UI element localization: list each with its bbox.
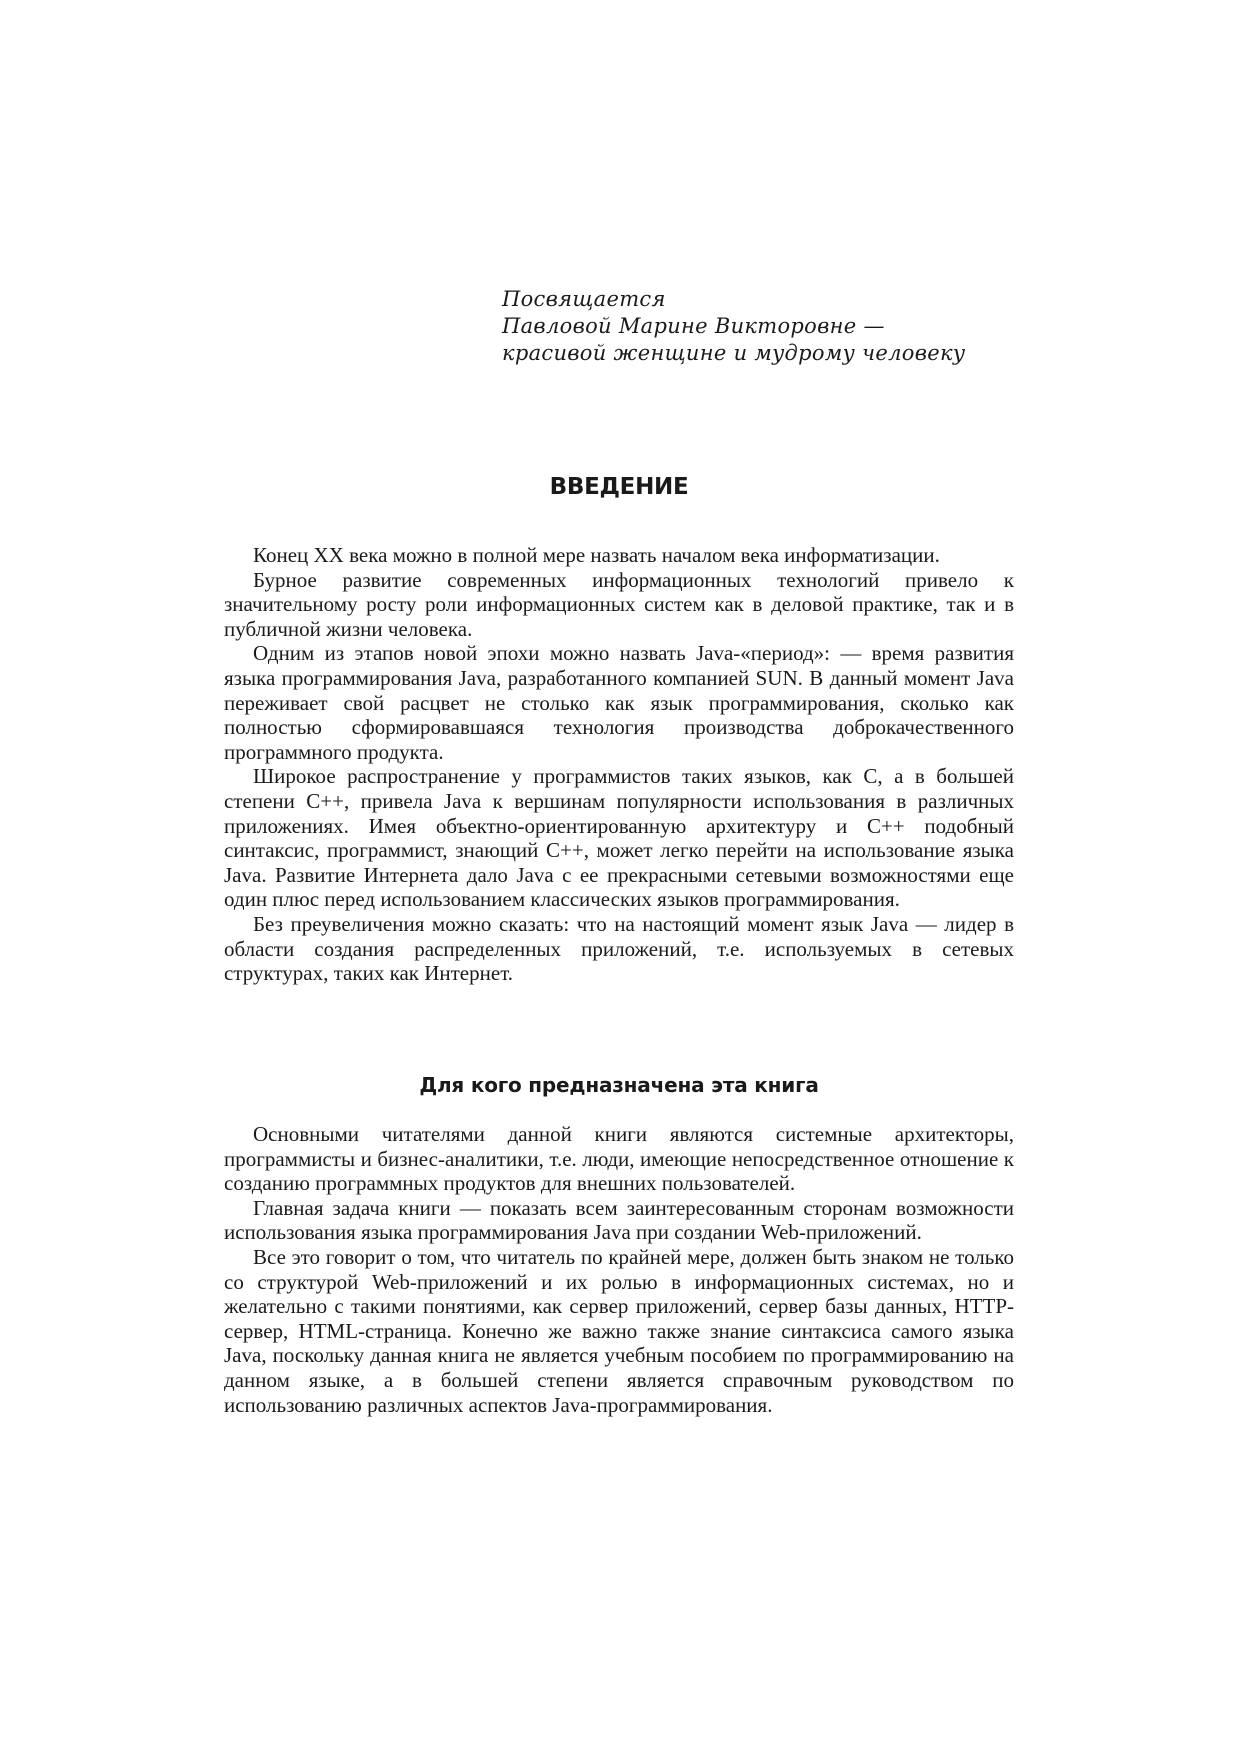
paragraph: Без преувеличения можно сказать: что на настоящий момент язык Java — лидер в области создания распределенных приложений, т.е. используемых в сетевых структурах, таких как Интернет. [224,911,1014,986]
paragraph: Все это говорит о том, что читатель по крайней мере, должен быть знаком не только со структурой Web-приложений и их ролью в информационных системах, но и желательно с такими понятиями, как сервер приложений, сервер базы данных, HTTP-сервер, HTML-страница. Конечно же важно также знание синтаксиса самого языка Java, поскольку данная книга не является учебным пособием по программированию на данном языке, а в большей степени является справочным руководством по использованию различных аспектов Java-программирования. [224,1244,1014,1417]
intro-section [224,543,1014,986]
paragraph: Широкое распространение у программистов таких языков, как C, а в большей степени C++, привела Java к вершинам популярности использования в различных приложениях. Имея объектно-ориентированную архитектуру и C++ подобный синтаксис, программист, знающий C++, может легко перейти на использование языка Java. Развитие Интернета дало Java с ее прекрасными сетевыми возможностями еще один плюс перед использованием классических языков программирования. [224,764,1014,912]
audience-heading: Для кого предназначена эта книга [419,1073,819,1097]
paragraph: Бурное развитие современных информационных технологий привело к значительному росту роли информационных систем как в деловой практике, так и в публичной жизни человека. [224,567,1014,641]
paragraph: Конец XX века можно в полной мере назвать началом века информатизации. [253,543,940,567]
audience-section [224,1122,1014,1417]
paragraph: Главная задача книги — показать всем заинтересованным сторонам возможности использования языка программирования Java при создании Web-приложений. [224,1195,1014,1245]
paragraph: Одним из этапов новой эпохи можно назвать Java-«период»: — время развития языка программирования Java, разработанного компанией SUN. В данный момент Java переживает свой расцвет не столько как язык программирования, сколько как полностью сформировавшаяся технология производства доброкачественного программного продукта. [224,641,1014,764]
intro-heading: ВВЕДЕНИЕ [549,474,689,500]
dedication-line: красивой женщине и мудрому человеку [502,341,966,365]
paragraph: Основными читателями данной книги являются системные архитекторы, программисты и бизнес-аналитики, т.е. люди, имеющие непосредственное отношение к созданию программных продуктов для внешних пользователей. [224,1122,1014,1196]
dedication-line: Павловой Марине Викторовне — [502,314,885,338]
dedication-line: Посвящается [502,287,666,311]
dedication [502,286,1062,367]
